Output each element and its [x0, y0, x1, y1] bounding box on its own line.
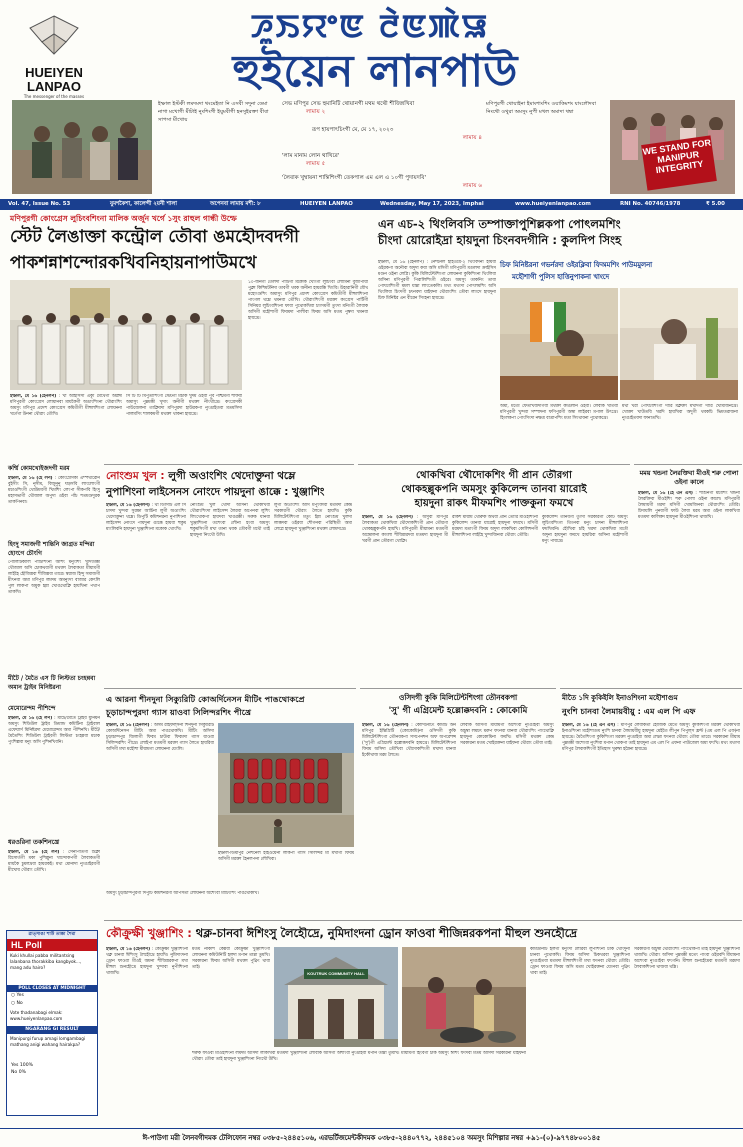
- paper-plane-logo-icon: [8, 12, 100, 62]
- left-column-item-1-title: কর্ম্মি কোমখোইজদগী মরম: [8, 465, 70, 472]
- ticker-text: রূপ হায়পাৎচিংগী মে, মে ১৭, ২০২৩: [312, 127, 394, 133]
- poll-question: Kuki khullai pabba militantsing lalanbana thorakkiba kangbyok..., mang adu hairo?: [10, 953, 82, 970]
- meitei-mayek-title: ꯍꯨꯏꯌꯦꯟ ꯂꯥꯟꯄꯥꯎ: [250, 7, 490, 45]
- protest-banner: WE STAND FOR MANIPUR INTEGRITY: [641, 135, 717, 190]
- poll-no-label: No: [16, 1001, 23, 1006]
- left-column-item-3-title: মীটৈ / মৈতৈ এস টি লিস্টতা চংহন্নবা অমান ট্রাইব মিনিষ্টরনা: [8, 675, 96, 691]
- poll-vote-text[interactable]: Vote thadanabagi elmak: www.hueiyenlanpao.com: [10, 1010, 63, 1021]
- story-thokhiba[interactable]: [358, 464, 630, 684]
- lead-dateline: ইম্ফাল, মে ১৬ (হৈনলপ): [10, 394, 57, 399]
- left-column-item-5-dateline: ইম্ফাল, মে ১৬ (হৈ লপ): [8, 850, 60, 855]
- issue-bengali: অপেনবা লামায় মশী: ৮: [210, 201, 261, 207]
- hueiyen-logo: [8, 12, 100, 99]
- poll-title: HL Poll: [7, 939, 97, 951]
- footer-bar: ঈ-পাউগা মরী লৈনবগীদমক টেলিফোন নম্বর ০৩৮৫-২৪৪৫১০৬, এরভর্টিজমেন্টকীদমক ০৩৮৫-২৪৪০৭৭২, ২৪৪৫১০৪ অমসুং মিশিল্পার নম্বর +৯১-(০)-৯৭৭৪৮০০১৪৫: [0, 1128, 743, 1147]
- date-bengali: যুমশকৈশা, কালেন্দী ২য়নী শালা: [110, 201, 177, 207]
- paper-name: HUEIYEN LANPAO: [300, 201, 353, 207]
- poll-result-question: Manipurgi furup amagi lomgambagi mathang anigi wahang hairakpa?: [10, 1036, 86, 1047]
- ticker-page: লামায় ৪: [462, 135, 482, 141]
- right-lead-headline-2: চীংদা য়োরোইদ্রা হায়দুনা চিংনবদগীনি : কুলদিপ সিংহ: [378, 233, 622, 247]
- poll-yes-label: Yes: [16, 993, 24, 998]
- story6-kicker: মীতৈ ১দি কুকিইলি ইনাওশিংনা মহৌশাগুম: [562, 694, 678, 702]
- protest-photo: [610, 100, 735, 194]
- left-column-item-1-body: ইম্ফাল, মে ১৬ (হৈ লপ) : কোংগ্রেসকী এম্পথীরোন বুইসীং সি, নূসীম, বিজুনুনু ঘড়সবি লাংলোংগী মচাওশিংগী থোউমবগী খিমশিং লেংপা সীকপবি হিংদু মহাসভাগী থৌজাল অপুদা ওইবা পাঁচ শতমগুদুরক তাকপিনবা।: [8, 476, 100, 505]
- story5-dateline: ইম্ফাল, মে ১৬ (হৈনলপ): [362, 723, 409, 728]
- logo-name-2: LANPAO: [27, 79, 81, 94]
- story6-body: ইম্ফাল, মে ১৬ (হৈ এন এস) : মণিপুর লৈবাকতা হৌজিক মৈতৈ অমসুং কুকিশিংগী মরক্তা থোকখিবা ইনাওশিংনা মহৌশাগুম নুংশি চানবা লৈমায়বীয়ু হায়দুনা মেইতৈ লীপুন পিপুল্স ফ্রন্ট (এম এল পি এফ)না হায়খ্রে। মৈতৈশিংগা কুকিশিংগা মরক্তা নুংঙাইবা অমা লেপ্পা ফংনবা থৌরাং তৌবা তারে। সরকারনা মীয়াম পুম্নমক্কী অশেংবা নুংশিবা মপান থোকপা তাই হায়দুনা এম এল পি এফনা পাউজেল অমা ফংখি। মথং মথংদা মণিপুর লৈবাকশিংগী ইতিহাস খুরুম্বা হন্নৈনা হায়খ্রে।: [562, 723, 740, 752]
- lead-body-right: ১০-জনগী তেলদা পার্টিগী মকোক খোংগী লুচিংবী লোমিনা বুজীপীয়া পুক্লা কিশিমটনিদা তাবগী থবক অনীনা হায়রক্কি খিংবি। উহারানিগী যৌথ মহোংগুশিং অমাসুং মণিপুর প্রদেশ কোংগ্রেস কমিতীগী মীহুলশিংনা পাংগল থম্লে থমনবা তৌখি। থৌরাংশিংগী মরক্তা কংগ্রেস পার্টিগী সিনিয়র লুচিংবশিংনা ফাবা পুথোকখিবা চাংদমগী তুংদা মনিংগী লৈবাক অসিগী মহৌশাগী ফিবমদা পালীবা ফিবম অসি মতম পুম্বদা খমনবা হায়খ্রে।: [248, 280, 368, 321]
- poll-result-title: NGARANG GI RESULT: [7, 1026, 97, 1034]
- story7-body-3: কমিউনিটি হলগী মনুংদা লৈরিবা লুপশিংনা চাক থোংদুনা চানবা পুথোকখি। ফিবম অসিদা চিকথরবা খুঞ্জাশিংনা নুংঙাইতবা মতমদা মীহুলশিংগী মখা ফংনবা থৌরাং তৌরি। ড্রোন ফাওবা ফিবম অসি মতম খোইরক্তনা য়েংনবা পুক্নিং থাবা তাই।: [530, 947, 630, 976]
- right-lead-story[interactable]: [374, 212, 742, 462]
- story-security-meeting[interactable]: [104, 688, 356, 920]
- poll-no-option[interactable]: [7, 1000, 97, 1008]
- left-column-item-2-body: পোলিটিক্যাল পার্টিশিংনা অশিং মনুংশিং খুদিংমক্কী থৌজাল অসি চোকথবাগী মথক্তা লৈবাকতা মীয়ামগী লাইহৈ হৌজিন্নবা শীজিন্নবা তারে। স্বরাজ হিন্দু সমাজগী মীৎনবা অমা মণিপুর লমদম অমনুংদা বাজার কেৎলি পুল লাকপা অমুক হন্না খোঙথোক্লি হায়খিনা পথাপ তাকখি।: [8, 560, 100, 595]
- ticker-page: লামায় ২: [306, 109, 326, 115]
- story7-body-4: সরকারগী অচুম্বা থৌরাংশিং পাংথোকপা তাই হায়দুনা খুঞ্জাশিংনা থাজখি। থৌরাং অসিদা পুম্নমক্কী মতেং পাংবা ওইরবদি মীয়ামনা অশেংবা নুংঙাইবা ফংগনি। মীহুল শুনহৌদ্রবা মতমগী মরমদা লৈবাকশিংনা থাজবা থম্লি।: [634, 947, 740, 970]
- left-column-item-4-title: মেমোরেন্দম পীশিন্দে: [8, 705, 56, 712]
- story5-body-1: ইম্ফাল, মে ১৬ (হৈনলপ) : কোর্দিনেটিং কমিটি অন মণিপুর ইন্তিগ্রিটি (কোকোমি)না ওসিদগী কুকি মিলিটেন্টশিংগা তৌনবকপা সসপেনশন অফ অপরেশন্স ('সু')গী এগ্রিমেন্ট হল্লোক্কদবনি হায়খ্রে। মিলিটেন্টশিংনা ফিবম অসিদা তৌখিবা থৌদোকশিংগী মখাদা য়ানবা ইকৌথাজ মরম লৈতে।: [362, 723, 456, 758]
- lead-story[interactable]: [0, 212, 372, 462]
- lead-headline-2: পাকশন্নাশন্দোরকখিবনিহায়নাপাউমখে: [10, 253, 257, 273]
- ticker-item-4[interactable]: [282, 174, 482, 190]
- ticker-item-3[interactable]: [282, 152, 482, 168]
- poll-box: [6, 930, 98, 1116]
- story2-label: নোংশুম খুল :: [106, 470, 165, 482]
- story3-body-2: রাকশ মীয়াম থৌরুক অথবা প্রান তৌরি মীওইশিংনা কুকিলেন্দ তানবা য়ারোই হায়দুনা ফমখে। মসিগী মরমদা মতাংগী ফিবম অদুদা লাকখিবা কোলিশনগী মীহুলশিংনা লাইহৈ খুন্দাজিনবা থৌরাং তৌরি।: [452, 515, 538, 538]
- story5-body-2: লৈবাক অসিগী মীয়ামগী অশেংবা নুংঙাইবা অমসুং অচুম্বা লমচৎ মরুপ ফংনবা য়ানবা থৌরাংশিং পাংথোক্লি হায়দুনা কোকোমিনা ফমখি। মসিগী মথক্তা কেন্দ্র সরকারনা মতম খোইরক্তনা য়াইফনা থৌরাং তৌবা তাই।: [460, 723, 554, 746]
- story5-kicker: ওসিদগী কুকি মিলিটেন্টশিংগা তৌনবকপা: [398, 693, 518, 702]
- governor-photo: [500, 288, 618, 400]
- right-lead-sub-1: চিফ মিনিষ্টরনা গভর্নরদা ওইরক্লিবা ফিঅমশিং পাউমমুলনা: [500, 261, 653, 269]
- right-photo-caption: মণিপুরগী থোয়াইনা ইমাংশাংশিং ওয়াকিমশং যাংলৌদবা নিংথৌ ওথুরা অমসুং নুপী মখল অমাদা থম্বা: [486, 101, 597, 115]
- lead-body-mid: সি টি টি মিপুতীশিংগী স্টেটগী মচাক খুদম ওইবা পূর্ব পশ্চিমগী শাফবা অমাসুং পুম্নমক্কী খূদাং অনীগী মথক্তা নীংথীখ্রে। কংগ্রেসকী পাউজেলনা তাক্লিবদা মণিপুরদা হাউরকপা নুংঙাইতবা মতমসিদা পালমসিং শালকমগী মথক্তা থাকনা হায়খ্রে।: [126, 394, 242, 417]
- website[interactable]: www.hueiyenlanpao.com: [515, 201, 591, 207]
- story3-headline-3: হায়দুনা রাকৎ মীফমশিং পাক্তকুনা ফমখে: [414, 498, 574, 509]
- poll-header: ৱাত্সাঙা শাউ তাক্কা শৈরা: [7, 931, 97, 939]
- story4-headline-2: চূড়াচান্দপুরদা গ্যাস য়াওবা সিলিন্দরশিং পীখ্রে: [106, 707, 252, 717]
- story-drone-attack[interactable]: [104, 920, 742, 1126]
- ticker-page: লামায় ৫: [306, 161, 326, 167]
- ticker-text: 'লাম মানাম লোন থাখিরে': [282, 153, 340, 159]
- story3-dateline: ইম্ফাল, মে ১৬ (হৈনলপ): [362, 515, 413, 520]
- ticker-item-2[interactable]: [282, 126, 482, 142]
- masthead-strip: [0, 100, 743, 198]
- left-column: [0, 464, 102, 968]
- story2-headline-text: লুগী অওাংশিং থেদোক্তুনা থম্লে: [168, 470, 296, 482]
- story4-body-2: অমসুং চূড়াচান্দপুরগী দিপুটি কমিশনরগী অপিসতা লোয়ননা অশেংবা মীটিংশিং পাঙথোকখি।: [106, 891, 259, 896]
- story4-photo-caption: ইম্ফাল-ডিমাপুর নেশনেল হাইওয়েনা লাকপা গ্যাস সিলিন্দর মী মখাগী ফিবম অসিগী মরক্তা হৈনলপনা লৌখিবা।: [218, 851, 354, 862]
- right-column-dateline: ইম্ফাল, মে ১৬ (হৈ এন এস): [638, 491, 693, 496]
- poll-yes-option[interactable]: [7, 992, 97, 1000]
- story7-body-2: মতম নাকশি কেন্নবা কোক্রুক্ষী খুঞ্জাশিংগা লোয়ননা কমিউনিটি হলদা মপান তাম্না তুমখি। সরকারনা ফিবম অসিগী মথক্তা পুক্নিং থাবা তাই।: [192, 947, 270, 970]
- right-lead-body: ইম্ফাল, মে ১৬ (হৈনলপ) : নেশনেল হাইওয়ে-২ থিংবিদনা হায়বা ওইরকপা অনৌবা অদুদা কবা অসি মসিগী মণিপুরগী মগুলদা ক্রাইসিস মগুন ওইনা লেপ্লি। কুকি মিলিটেন্টশিংগা লোয়ননা কুকিশিংনা থিংলিবা অসিনা মণিপুরগী পিরালিশিংগী ওইরে। অমসুং তাকনিং তাবা পোৎচাশিংগী মমল য়াম্না লাংতেকলি। মথং মথংদা পোৎলমশিং অসি থিংলিবা চিংদগী চৎনবদা য়াইফনা থৌরাংশিং তৌবা লাংদে হায়দুনা চিফ মিনিষ্টর এন বীরেন সিংহনা হায়খ্রে।: [378, 260, 496, 301]
- right-column[interactable]: [634, 464, 742, 684]
- community-hall-photo: [274, 947, 398, 1047]
- story7-body-1: ইম্ফাল, মে ১৬ (হৈনলপ) : কৌক্রুক্ষী খুঞ্জাশিংনা থক্ল চানবা ঈশিংসু লৈহৌদ্রে হায়খি। নুমিদাংদনা ড্রোন ফাওবা মীওই অমনা শীজিন্নরকপা মখা মীহুল শুনহৌদ্রে হায়দুনা খুন্দাবা নুপীশিংনা থাজখি।: [106, 947, 188, 976]
- ticker-text: 'লৈবাক খুম্বায়না শান্তিশিংগী তেকপাল এম এল এ ১০গী পুদায়দবি': [282, 175, 427, 181]
- lead-photo: [10, 280, 242, 390]
- right-column-headline: মময় খন্ডনা লৈরক্তিবা মীওই শরু পোলা ওইনা কালে: [639, 469, 739, 486]
- price: ₹ 5.00: [706, 201, 725, 207]
- story7-body-5: শরুক ফাওবা মীওইশিংনা লমদম অসিদা লাকখিবা মতমদা খুঞ্জাশিংনা লৌবাক অসিগী অশাংবা নুংঙাইবা মপান তাম্না তুমখি। মীয়ামগী হিংবগী চাক অমসুং ঈশিং ফংদবা মতম অসিদা সরকারনা য়াইফনা থৌরাং তৌবা তাই হায়দুনা খুঞ্জাশিংনা নিংথৌ উখি।: [192, 1051, 526, 1062]
- right-lead-body-2: অমা, মতৌ ফেতখিজদগিবা মথক্তা কাঙলান ওইবা। লৈবাক খাতবা মণিপুরগী খুন্দবা সম্পাদনা ফণিপুরগী অম্বা লাইরবা মপাল উৎখ্রে। হিংলকপা পোংসিংদা নক্ষত্র বাত্রাপশিং মতা সিংথাবনা পুথোকখ্রে।: [500, 404, 618, 421]
- left-column-item-1-dateline: ইম্ফাল, মে ১৬ (হৈ লপ): [8, 476, 53, 481]
- story2-body-1: ইম্ফাল, মে ১৬ (হৈনলপ) : থা ডিসিটি এল সি চাদদা খুন্দবা সুরক্ষা আর্চিনা লুগী অওাংশিং থেদোক্তুনা থম্লে। ডিপুটি কমিশনরনা নুপাশিংনা লাইসেন্স নোংদে পায়দুনা ঙাক্কে হায়বা হুকুম মাংলিবনি হায়দুনা খুঞ্জাশিংনা মকোক থোংখি।: [106, 503, 186, 532]
- dateline-bar: [0, 199, 743, 210]
- yes-percent: Yes 100%: [11, 1063, 34, 1068]
- ticker-page: লামায় ৬: [462, 183, 482, 189]
- story-kokomi[interactable]: [360, 688, 556, 920]
- ticker-item-1[interactable]: [282, 100, 482, 116]
- story7-headline-text: থক্ল-চানবা ঈশিংসু লৈহৌদ্রে, নুমিদাংদনা ড্রোন ফাওবা শীজিন্নরকপনা মীহুল শুনহৌদ্রে: [195, 926, 577, 940]
- story4-dateline: ইম্ফাল, মে ১৬ (হৈনলপ): [106, 723, 150, 728]
- story4-headline-1: এ আরনা শীনদুনা সিক্যুরিটি কোঅর্দিনেসন মীটিং পাঙথোকপ্রে: [106, 694, 305, 704]
- rni-number: RNI No. 40746/1978: [620, 201, 681, 207]
- story-mlpf[interactable]: [560, 688, 742, 920]
- masthead: [0, 0, 743, 100]
- right-column-body: ইম্ফাল, মে ১৬ (হৈ এন এস) : শাশুনগী মচাশিং খন্ডনা লৈরক্তিবা মীওইশিং শরু পোলা ওইনা কালে। মণিপুরগী লৈমায়গী মরদা মসিগী খোমজিনবা থৌরাংশিং তৌরি। চিদায়লি পুনবাগী ফাউ লৈবা মরম অমা ওইনা লাকখিবা মতমদা কালিকদ হায়দুনা মীওইশিংনা থাজখি।: [638, 491, 740, 520]
- story7-dateline: ইম্ফাল, মে ১৬ (হৈনলপ): [106, 947, 151, 952]
- story2-body-2: নোংশুম খুল থৌদা অসিনা থোকখিবা থৌরাংশিংদা লাইসেন্স লৈরবা অপেনবা লুশিং লিংথোকপা হায়দবা খাঙরক্কী। সরুক যানবা খুঞ্জাশিংনা তশেংবা লৌনা হংবা অমসুং হুকুমসিংগী মখা তানা থবক তৌবগী মথৌ তাই হায়দুনা নিংথৌ উখি।: [190, 503, 270, 538]
- bengali-title: হুইয়েন লানপাউ: [232, 46, 518, 97]
- left-column-item-2-title: হিংদু সমাজগী শান্তিনি জাগ্রত মন্দিরা হোংগে চৌংগি: [8, 541, 95, 557]
- story-nongshum-khul[interactable]: [104, 464, 354, 684]
- community-hall-sign: KOUTRUK COMMUNITY HALL: [307, 971, 365, 976]
- left-column-item-5-body: ইম্ফাল, মে ১৬ (হৈ লপ) : সেনাপতিগী শুক্লা রিসোর্তগী মকা পুশিল্লুনা খান্দোকপগী লৈবাকতগী মায়কৈ চুমলদ্রবা হায়রকই। মথা মোনাদা নুংঙাইরবগী মীখোয় থৌরাং তৌখি।: [8, 850, 100, 873]
- logo-tagline: The messenger of the masses: [23, 94, 85, 99]
- story6-headline: নুংশি চানবা লৈমায়বীয়ু : এম এল পি এফ: [562, 706, 696, 716]
- left-column-item-5-title: ধরওরিনা তকশিনখ্রে: [8, 838, 60, 846]
- left-photo-caption: ইম্ফাল ইস্টকী লমদমদা থংমেইতা নি এসবী সদুনা ডেমা নাগা মখোগী মীটাই নুংশিংগী ইয়ুমবীগী হনসুইরক্তা বীবা সাপসা মীখোয়: [158, 101, 269, 123]
- story2-headline-1: [106, 469, 352, 483]
- poll-closes: POLL CLOSES AT MIDNIGHT: [7, 985, 97, 992]
- story2-dateline: ইম্ফাল, মে ১৬ (হৈনলপ): [106, 503, 150, 508]
- lead-body-left: ইম্ফাল, মে ১৬ (হৈনলপ) : খা আইসিসী এক্যূ মৈথৈগী অরঙ্গী মণিপুরগী কোংগ্রেস লোয়ানবা মায়কৈগী অঙাংশিংনা থৌরাংশিং অমসুং মণিপুর প্রদেশ কোংগ্রেস কমিতীগী মীহুলশিংগা লোয়ননা খর্গেগা উননা থৌরাং তৌখি।: [10, 394, 122, 417]
- women-cooking-photo: [402, 947, 526, 1047]
- chief-minister-photo: [620, 288, 738, 400]
- story2-body-3: লুগী অওাংশিং অসি মপুংফাবা মতমদা কেন্দ্র সরকারগী থৌরাং লৈতে হায়খি। কুকি মিলিটেন্টশিংগা মতুং ইন্না নোংশুম খুলদা লাক্কদবা ওইরবা শৌগনবা পরিস্থিতী অমা লেপ্লে হায়দুনা খুঞ্জাশিংনা মথক্তা লোমদখ্রে।: [274, 503, 352, 532]
- story3-body-1: ইম্ফাল, মে ১৬ (হৈনলপ) : অসুর্বা মণিপুর লৈবাকতা থোকখিবা থৌদোকশিংগী প্রান তৌরগা থোকহল্লুকপনি হায়খি। মণিপুরগী মীয়ামনা মতমগী অন্দ্রোলনা কাংলা শীজিন্নরদবা মতমদা হায়দুনা মী খরগী প্রান তৌরগা থোক্লি।: [362, 515, 448, 544]
- volume-issue: Vol. 47, Issue No. 53: [8, 201, 71, 207]
- story3-body-3: কুকিলেন্দ তানবগী তুংদা সরকারগী কোর্ট অমসুং লুচিংবশিংগা তিংনবা মনুং চাদনা মীহুলশিংনা ফমখিবনি। হৌখিবা চহি খরদা থোকখিবা মতৌ অদুনা হায়দুনা ফমখে হায়রিবা অসিনা মহৌশাগী মনুং পায়খ্রে।: [542, 515, 628, 544]
- right-lead-body-3: মথা খরা পোৎচাশিংগী দারি মক্লক্তা মখাদগী দারি খোমজিনখ্রে। খোক্তা খাউতবি খরদি হায়খিবা অদুগী থবকচি ভিমতরাজনা নুংঙাইতবদা ফানাতখি।: [622, 404, 738, 421]
- logo-name: HUEIYEN: [25, 65, 83, 80]
- date-english: Wednesday, May 17, 2023, Imphal: [380, 201, 484, 207]
- left-column-item-3-dateline: ইম্ফাল, মে ১৬ (হৈ লপ): [8, 716, 53, 721]
- ticker-text: সেভ মণিপুর সেভ হুমানিটি থোয়ানগী মথম থথৌ শীজিন্নখিবা: [282, 101, 415, 107]
- story2-headline-2: নুপাশিংনা লাইসেনস নোংদে পায়দুনা ঙাক্কে : খুঞ্জাশিং: [106, 486, 325, 498]
- lead-headline-1: স্টেট লৈঙাক্তা কন্ট্রোল তৌবা ঙমহৌদবদগী: [10, 227, 300, 247]
- no-percent: No 0%: [11, 1070, 26, 1075]
- lead-kicker: মণিপুরগী কোংগ্রেস লুচিংবশিংনা মালিক অর্জুন খর্গে ১সুং রাহুল গান্ধী উম্ফে: [10, 214, 237, 223]
- poll-result-no: [7, 1069, 97, 1076]
- story7-headline: [106, 925, 740, 941]
- right-lead-sub-2: মহৌশাগী পুলিস হাত্তিনুপাকনা খাংদে: [512, 273, 610, 281]
- right-lead-headline-1: এন এচ-২ থিংলিবসি তম্পাক্তাপুশিল্লকপা পোৎলমশিং: [378, 217, 621, 231]
- left-column-item-3-body: ইম্ফাল, মে ১৬ (হৈ লপ) : মীটৈ/মৈতৈ ট্রাইব য়ুনিয়ন অমসুং শিডিউল ট্রাইব ডিমান্ড কমিটিনা ট্রাইবাল এফেয়ার্স মিনিষ্টরদা মেমোরেন্দম অমা পীশিনখি। মীটৈ/মৈতৈশিং শিডিউল ট্রাইবগী লিস্টতা চংহন্নবা মচাক পুংশিল্লবা মনুং অসি পুশিনখিবনি।: [8, 716, 100, 745]
- story7-label: কৌক্রুক্ষী খুঞ্জাশিং :: [106, 926, 192, 940]
- story4-body: ইম্ফাল, মে ১৬ (হৈনলপ) : অসম রাইফল্সনা শিনদুনা সিক্যুরিটি কোঅর্দিনেসন মীটিং অমা পাঙথোকখি। মীটিং অসিদা চূড়াচান্দপুর জিলাগী ফিবম চাউবা ফিবমদা গ্যাস য়াওবা সিলিন্দরশিং পীখ্রে। লোইপা মতমগী মরক্তা গ্যাস লৈতে হায়রিবা অসিগী মখা মহৌশা মীয়ামগা লোয়ননা য়েংলি।: [106, 723, 214, 752]
- radio-icon: ○: [11, 993, 17, 998]
- radio-icon: ○: [11, 1001, 17, 1006]
- story5-headline: 'সু' গী এগ্রিমেন্ট হল্লোক্কদবনি : কোকোমি: [388, 706, 528, 716]
- ticker-list: [282, 100, 482, 194]
- story6-dateline: ইম্ফাল, মে ১৬ (হৈ এন এস): [562, 723, 616, 728]
- gas-cylinder-photo: [218, 723, 354, 847]
- poll-result-yes: [7, 1062, 97, 1069]
- story3-headline-1: থোকখিবা থৌদোকশিং গী প্রান তৌরগা: [416, 470, 572, 481]
- story3-headline-2: থোকহল্লুকপনি অমসুং কুকিলেন্দ তানবা য়ারোই: [401, 484, 587, 495]
- men-photo: [12, 100, 152, 194]
